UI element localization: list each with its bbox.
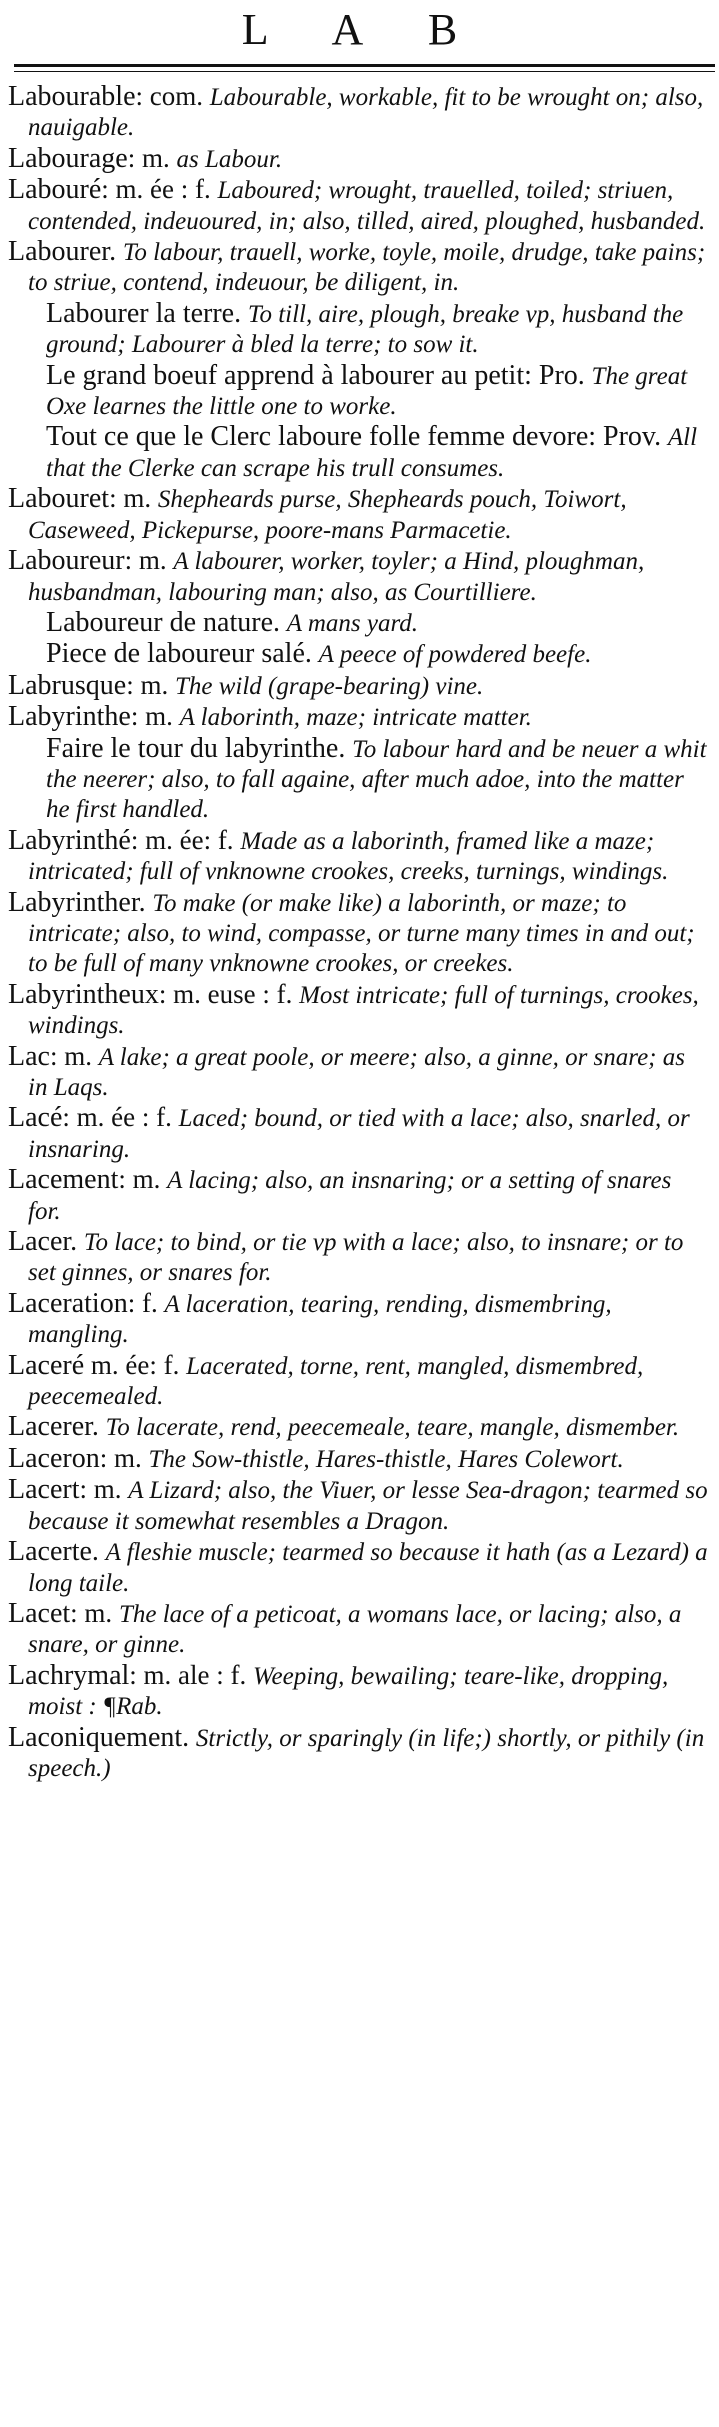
headword: Labrusque (8, 669, 127, 701)
grammar-note (312, 638, 319, 668)
grammar-note (280, 607, 287, 637)
grammar-note: : m. (126, 669, 175, 700)
dictionary-entry (8, 702, 708, 732)
grammar-note (189, 1722, 196, 1752)
definition: Strictly, or sparingly (in life;) shortly, or pithily (in speech.) (28, 1724, 705, 1782)
dictionary-entry (8, 671, 708, 701)
dictionary-entry (8, 1289, 708, 1350)
headword: Labourer la terre. (46, 297, 242, 329)
grammar-note: : m. ée : f. (62, 1102, 179, 1133)
grammar-note (661, 421, 668, 451)
definition: To lacerate, rend, peecemeale, teare, mangle, dismember. (105, 1414, 680, 1442)
headword: Lacet (8, 1597, 71, 1629)
dictionary-entry (8, 175, 708, 236)
definition: A peece of powdered beefe. (318, 641, 592, 669)
definition: Most intricate; full of turnings, crookes, windings. (28, 981, 699, 1040)
dictionary-entry (8, 484, 708, 545)
definition: Laboured; wrought, trauelled, toiled; striuen, contended, indeuoured, in; also, tilled, aired, ploughed, husbanded. (28, 177, 706, 235)
grammar-note: : m. euse : f. (158, 978, 300, 1009)
grammar-note: : m. (70, 1597, 119, 1628)
definition: A labourer, worker, toyler; a Hind, ploughman, husbandman, labouring man; also, as Courtilliere. (28, 548, 645, 606)
dictionary-entry (8, 1227, 708, 1288)
definition: Made as a laborinth, framed like a maze; intricated; full of vnknowne crookes, creeks, turnings, windings. (28, 827, 669, 886)
grammar-note (585, 360, 592, 390)
sub-entry (26, 608, 708, 638)
dictionary-entry (8, 1661, 708, 1722)
grammar-note: : m. (79, 1474, 129, 1505)
headword: Laboureur de nature. (46, 606, 280, 638)
headword: Piece de laboureur salé. (46, 638, 312, 670)
headword: Laceré (8, 1349, 85, 1381)
dictionary-entry (8, 1599, 708, 1660)
definition: A lake; a great poole, or meere; also, a ginne, or snare; as in Laqs. (28, 1043, 685, 1101)
sub-entry (26, 734, 708, 825)
headword: Laceron (8, 1442, 100, 1474)
grammar-note (99, 1536, 106, 1566)
grammar-note: m. ée: f. (84, 1349, 187, 1380)
headword: Lacert (8, 1474, 80, 1506)
headword: Lacerte. (8, 1536, 99, 1568)
headword: Labyrinther. (8, 886, 146, 918)
dictionary-entry (8, 1165, 708, 1226)
headword: Lac (8, 1040, 50, 1072)
headword: Labourable (8, 81, 136, 112)
headword: Lacerer. (8, 1411, 99, 1443)
grammar-note (116, 236, 123, 266)
definition: A lacing; also, an insnaring; or a setting of snares for. (28, 1167, 672, 1225)
dictionary-entry (8, 82, 708, 143)
grammar-note: : m. ée: f. (130, 824, 241, 855)
grammar-note: : m. (127, 142, 177, 173)
headword: Lacé (8, 1102, 63, 1134)
headword: Laconiquement. (8, 1721, 190, 1753)
definition: To till, aire, plough, breake vp, husband the ground; Labourer à bled la terre; to sow it. (46, 300, 684, 359)
headword: Lacement (8, 1164, 119, 1196)
definition: The wild (grape-bearing) vine. (174, 672, 484, 700)
grammar-note: : m. ale : f. (129, 1659, 253, 1690)
definition: Lacerated, torne, rent, mangled, dismembred, peecemealed. (28, 1352, 644, 1411)
headword: Faire le tour du labyrinthe. (46, 732, 346, 764)
dictionary-entry (8, 237, 708, 298)
headword: Laceration (8, 1287, 128, 1319)
dictionary-entry (8, 1351, 708, 1412)
dictionary-entry (8, 144, 708, 174)
definition: To make (or make like) a laborinth, or maze; to intricate; also, to wind, compasse, or turne many times in and out; to be full of many vnknowne crookes, or creekes. (28, 889, 695, 978)
dictionary-entry (8, 980, 708, 1041)
dictionary-entry (8, 1475, 708, 1536)
headword: Labyrinthe (8, 701, 131, 733)
sub-entry (26, 422, 708, 483)
dictionary-entry (8, 1042, 708, 1103)
sub-entry (26, 299, 708, 360)
grammar-note: : m. (118, 1164, 168, 1195)
grammar-note (241, 298, 248, 328)
headword: Labourage (8, 142, 128, 174)
grammar-note: : m. (99, 1442, 149, 1473)
sub-entry (26, 639, 708, 669)
grammar-note: : m. (130, 701, 180, 732)
definition: To labour hard and be neuer a whit the neerer; also, to fall againe, after much adoe, into the matter he first handled. (46, 735, 707, 824)
grammar-note: : m. (109, 483, 158, 514)
dictionary-entry (8, 826, 708, 887)
definition: To lace; to bind, or tie vp with a lace; also, to insnare; or to set ginnes, or snares for. (28, 1229, 684, 1287)
definition: A laceration, tearing, rending, dismembring, mangling. (28, 1290, 612, 1349)
headword: Labyrinthé (8, 824, 131, 856)
headword: Le grand boeuf apprend à labourer au petit: Pro. (46, 359, 585, 391)
headword: Lachrymal (8, 1659, 130, 1691)
header-rule (14, 64, 715, 72)
headword: Lacer. (8, 1226, 78, 1258)
definition: A mans yard. (286, 609, 418, 637)
page-header: L A B (241, 5, 486, 54)
headword: Labourer. (8, 236, 117, 268)
definition: All that the Clerke can scrape his trull consumes. (46, 424, 698, 482)
definition: Labourable, workable, fit to be wrought on; also, nauigable. (28, 84, 704, 142)
headword: Labouré (8, 174, 102, 206)
dictionary-entry (8, 546, 708, 607)
sub-entry (26, 361, 708, 422)
definition: Laced; bound, or tied with a lace; also, snarled, or insnaring. (28, 1105, 690, 1163)
entry-list (8, 82, 708, 1783)
grammar-note: : com. (135, 81, 210, 111)
grammar-note (99, 1411, 106, 1441)
dictionary-entry (8, 1412, 708, 1442)
headword: Labouret (8, 483, 110, 515)
grammar-note: : m. ée : f. (101, 174, 218, 205)
headword: Tout ce que le Clerc laboure folle femme devore: Prov. (46, 421, 662, 453)
definition: The lace of a peticoat, a womans lace, or lacing; also, a snare, or ginne. (28, 1600, 682, 1659)
dictionary-entry (8, 1537, 708, 1598)
definition: A fleshie muscle; tearmed so because it hath (as a Lezard) a long taile. (28, 1539, 708, 1597)
headword: Laboureur (8, 545, 125, 577)
headword: Labyrintheux (8, 978, 159, 1010)
grammar-note: : m. (49, 1040, 99, 1071)
definition: A laborinth, maze; intricate matter. (179, 704, 532, 732)
grammar-note: : m. (124, 545, 174, 576)
definition: The great Oxe learnes the little one to worke. (46, 362, 688, 421)
definition: Weeping, bewailing; teare-like, dropping, moist : ¶Rab. (28, 1662, 669, 1721)
dictionary-entry (8, 1444, 708, 1474)
dictionary-entry (8, 1103, 708, 1164)
dictionary-entry (8, 1723, 708, 1784)
definition: A Lizard; also, the Viuer, or lesse Sea-dragon; tearmed so because it somewhat resembles a Dragon. (28, 1477, 708, 1535)
definition: as Labour. (176, 145, 283, 173)
dictionary-entry (8, 888, 708, 979)
grammar-note: : f. (127, 1287, 165, 1318)
definition: To labour, trauell, worke, toyle, moile, drudge, take pains; to striue, contend, indeuour, be diligent, in. (28, 239, 706, 297)
definition: The Sow-thistle, Hares-thistle, Hares Colewort. (148, 1445, 624, 1473)
definition: Shepheards purse, Shepheards pouch, Toiwort, Caseweed, Pickepurse, poore-mans Parmacetie. (28, 486, 627, 544)
grammar-note (77, 1226, 84, 1256)
